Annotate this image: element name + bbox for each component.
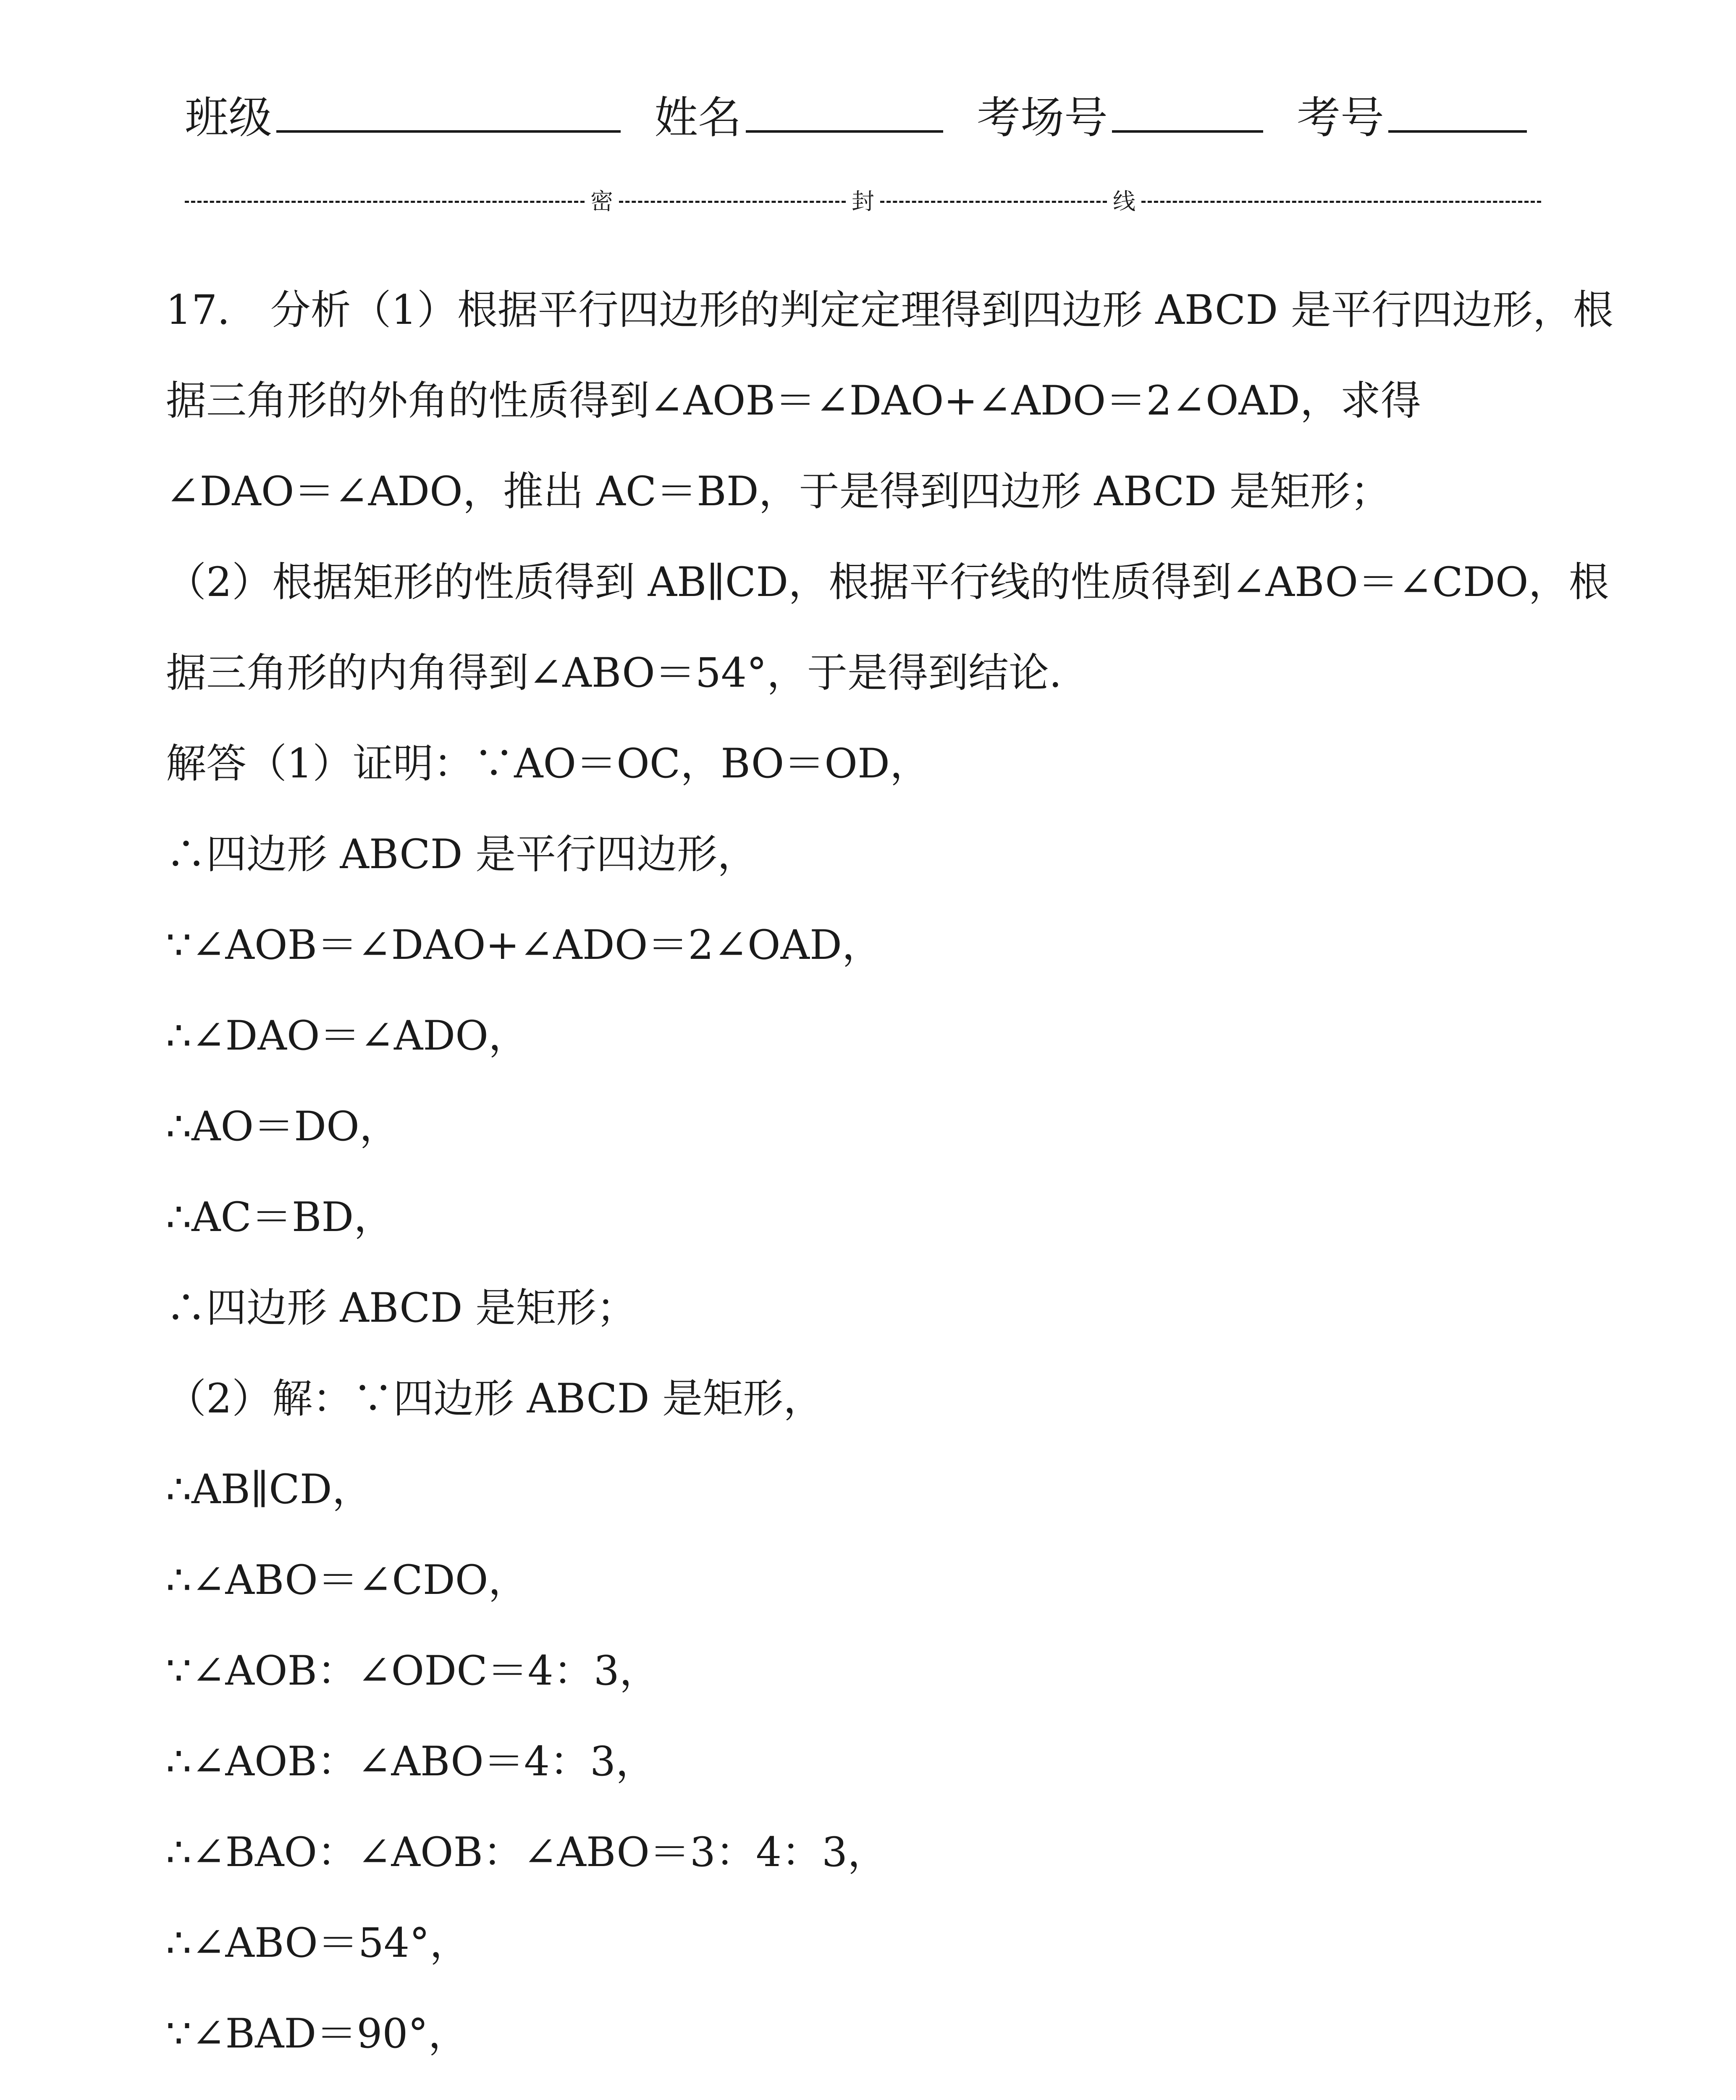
number-label: 考号 [1297, 92, 1385, 143]
seal-char-mi: 密 [590, 188, 613, 215]
number-blank [1388, 88, 1527, 133]
text-line: ∴AO＝DO， [166, 1103, 400, 1150]
text-line: 据三角形的外角的性质得到∠AOB＝∠DAO+∠ADO＝2∠OAD，求得 [166, 377, 1421, 424]
text-line: ∴∠AOB：∠ABO＝4：3， [166, 1738, 656, 1785]
text-line: ∠DAO＝∠ADO，推出 AC＝BD，于是得到四边形 ABCD 是矩形； [166, 468, 1391, 515]
seal-dash [185, 201, 585, 203]
seal-char-xian: 线 [1113, 188, 1135, 215]
class-label: 班级 [185, 92, 273, 143]
seal-dash [1141, 201, 1541, 203]
text-line: ∵∠BAD＝90°， [166, 2010, 469, 2057]
seal-line [185, 185, 1541, 218]
text-line: ∴∠BAO：∠AOB：∠ABO＝3：4：3， [166, 1829, 888, 1876]
room-blank [1112, 88, 1263, 133]
text-line: ∴AC＝BD， [166, 1194, 394, 1241]
solution-text [166, 265, 1613, 2100]
text-line: ∵∠AOB：∠ODC＝4：3， [166, 1647, 660, 1694]
text-line: （2）解：∵四边形 ABCD 是矩形， [166, 1375, 824, 1422]
text-line [166, 2079, 1589, 2100]
text-line: ∴AB∥CD， [166, 1466, 372, 1513]
text-line: ∴∠DAO＝∠ADO， [166, 1012, 529, 1059]
text-line: ∴四边形 ABCD 是矩形； [166, 1284, 637, 1331]
text-line: ∴∠ABO＝∠CDO， [166, 1557, 529, 1604]
name-label: 姓名 [654, 92, 742, 143]
class-blank [276, 88, 621, 133]
room-label: 考场号 [977, 92, 1108, 143]
text-line: 17. 分析（1）根据平行四边形的判定定理得到四边形 ABCD 是平行四边形，根 [166, 286, 1613, 333]
text-line: 解答（1）证明：∵AO＝OC，BO＝OD， [166, 740, 930, 787]
seal-char-feng: 封 [852, 188, 874, 215]
exam-header [185, 86, 1571, 149]
text-line: ∴∠ABO＝54°， [166, 1919, 470, 1966]
seal-dash [880, 201, 1107, 203]
text-line: （2）根据矩形的性质得到 AB∥CD，根据平行线的性质得到∠ABO＝∠CDO，根 [166, 559, 1609, 606]
name-blank [746, 88, 943, 133]
seal-dash [619, 201, 846, 203]
text-line: ∵∠AOB＝∠DAO+∠ADO＝2∠OAD， [166, 921, 882, 969]
text-line: ∴四边形 ABCD 是平行四边形， [166, 831, 758, 878]
text-line: 据三角形的内角得到∠ABO＝54°，于是得到结论. [166, 649, 1062, 696]
